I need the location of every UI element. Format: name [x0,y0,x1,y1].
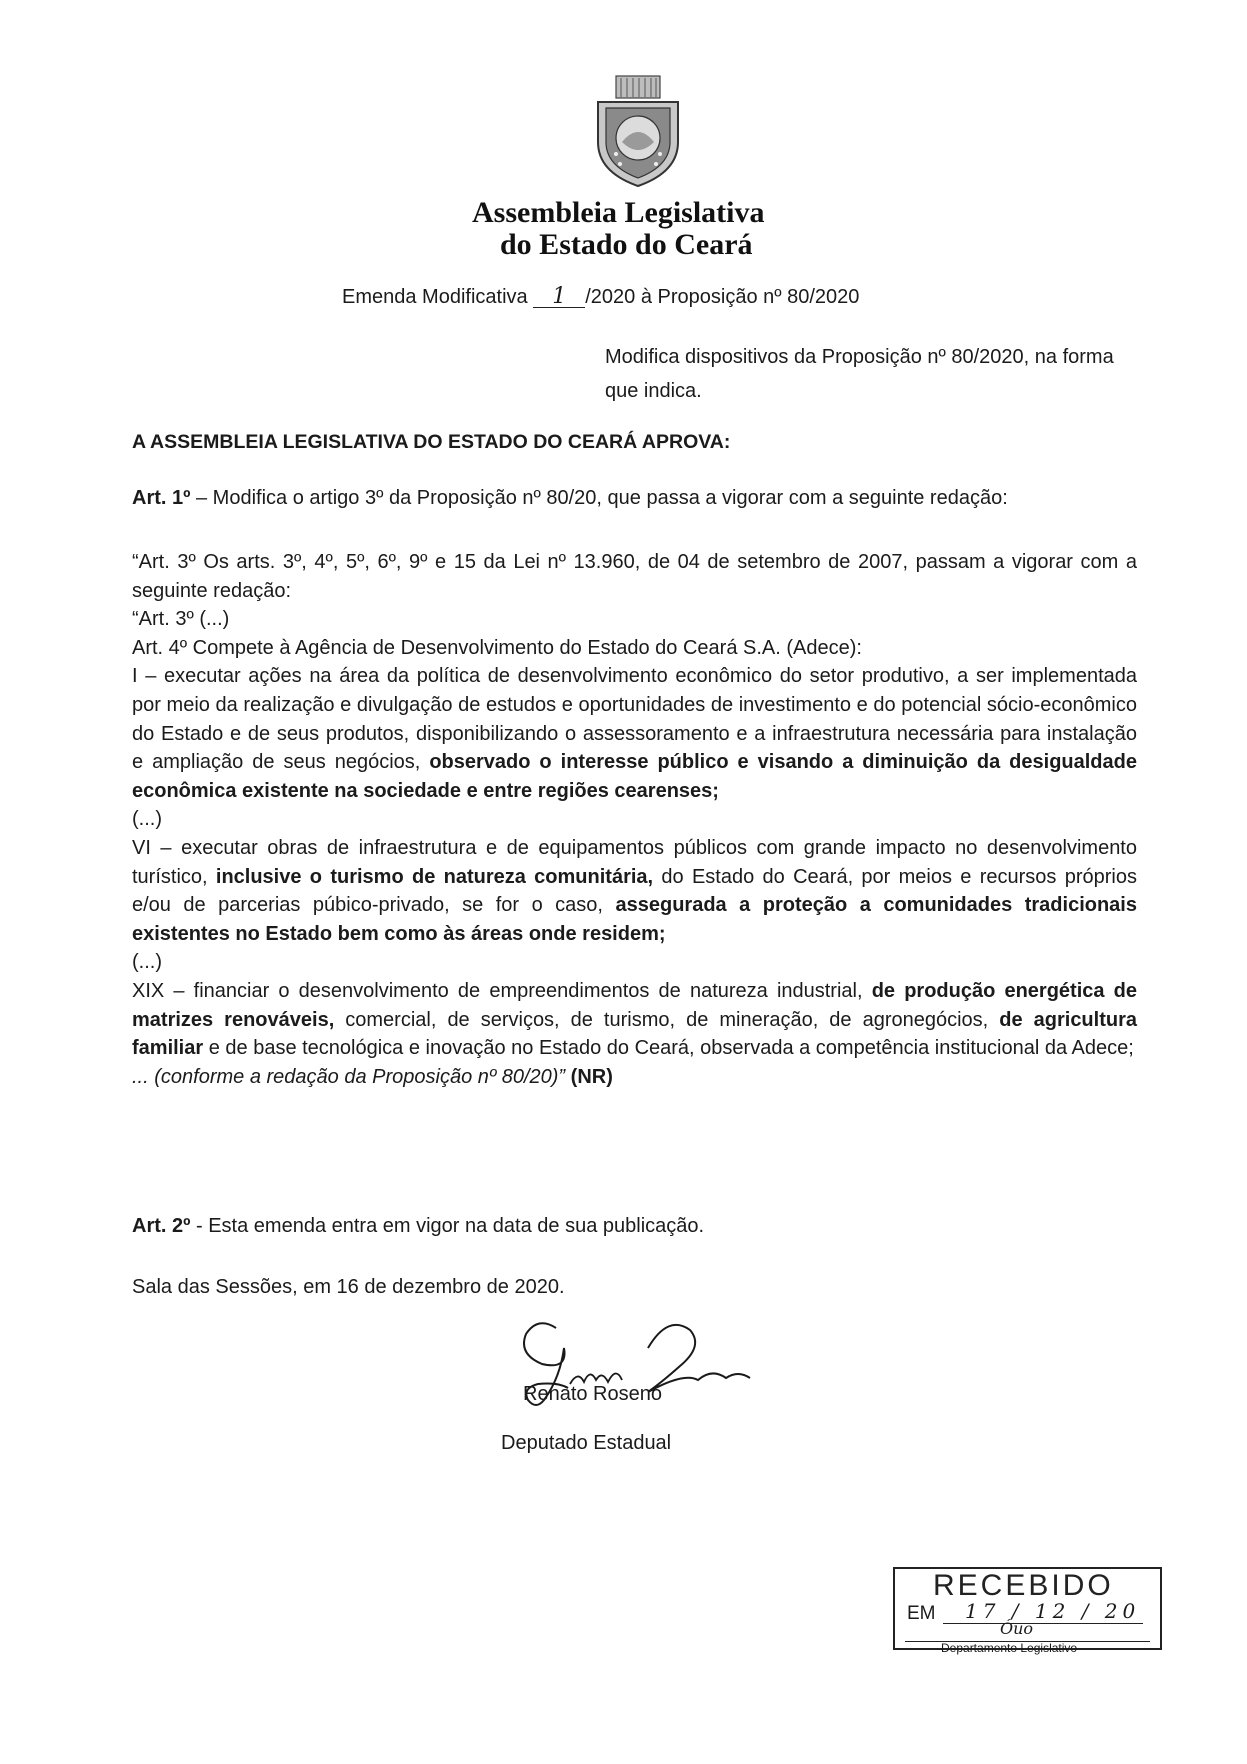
item-xix-text-c: comercial, de serviços, de turismo, de mineração, de agronegócios, [334,1008,1000,1031]
article-2 [132,1215,704,1238]
ementa: Modifica dispositivos da Proposição nº 80/2020, na forma que indica. [605,346,1114,402]
emenda-number: 1 [533,287,585,308]
amended-text [132,548,1137,1091]
session-date: Sala das Sessões, em 16 de dezembro de 2020. [132,1276,565,1298]
emenda-prefix: Emenda Modificativa [342,286,528,308]
amended-article-3-intro: “Art. 3º Os arts. 3º, 4º, 5º, 6º, 9º e 15 da Lei nº 13.960, de 04 de setembro de 2007, passam a vigorar com a seguinte redação: [132,551,1137,602]
stamp-initials: Óuo [1000,1619,1034,1638]
stamp-em-label: EM [907,1603,936,1624]
signer-name: Renato Roseno [523,1383,662,1405]
stamp-department: Departamento Legislativo [941,1641,1078,1655]
item-xix-bold-b: de produção energética de matrizes renováveis, [132,979,1137,1031]
closing-italic: ... (conforme a redação da Proposição nº 80/20)” [132,1065,566,1088]
institution-title-line1: Assembleia Legislativa [472,196,765,229]
closing-nr: (NR) [565,1065,613,1088]
stamp-title: RECEBIDO [933,1569,1114,1602]
enacting-clause: A ASSEMBLEIA LEGISLATIVA DO ESTADO DO CEARÁ APROVA: [132,431,731,453]
signer-role: Deputado Estadual [501,1432,672,1454]
received-stamp [893,1567,1162,1655]
item-xix [132,977,1137,1063]
item-vi-text-c: do Estado do Ceará, por meios e recursos próprios e/ou de parcerias púbico-privado, se for o caso, [132,865,1137,917]
emenda-heading [342,286,859,309]
stamp-date-line [943,1623,1143,1624]
amended-article-3-ref: “Art. 3º (...) [132,608,230,631]
ellipsis-1: (...) [132,808,162,831]
item-xix-text-e: e de base tecnológica e inovação no Estado do Ceará, observada a competência institucional da Adece; [203,1037,1134,1060]
item-xix-bold-d: de agricultura familiar [132,1008,1137,1060]
article-2-text: - Esta emenda entra em vigor na data de sua publicação. [190,1215,705,1237]
article-1 [132,487,1008,510]
item-vi-bold-b: inclusive o turismo de natureza comunitária, [215,865,654,888]
emenda-suffix: /2020 à Proposição nº 80/2020 [585,286,860,308]
article-2-label: Art. 2º [132,1215,191,1237]
item-vi-text-a: VI – executar obras de infraestrutura e de equipamentos públicos com grande impacto no desenvolvimento turístico, [132,836,1137,888]
stamp-date: 17 / 12 / 20 [965,1599,1141,1623]
article-1-label: Art. 1º [132,487,191,509]
item-i-bold: observado o interesse público e visando a diminuição da desigualdade econômica existente na sociedade e entre regiões cearenses; [132,751,1137,802]
item-i-text: I – executar ações na área da política de desenvolvimento econômico do setor produtivo, a ser implementada por meio da realização e divulgação de estudos e oportunidades de investimento e do potencial sócio-econômico do Estado e de seus produtos, disponibilizando o assessoramento e a infraestrutura necessária para instalação e ampliação de seus negócios, [132,665,1137,774]
article-4-caput: Art. 4º Compete à Agência de Desenvolvimento do Estado do Ceará S.A. (Adece): [132,636,862,659]
state-seal-icon [590,72,686,190]
item-vi [132,834,1137,948]
ellipsis-2: (...) [132,951,162,974]
item-xix-text-a: XIX – financiar o desenvolvimento de empreendimentos de natureza industrial, [132,979,872,1002]
institution-title-line2: do Estado do Ceará [500,228,753,261]
item-i [132,662,1137,805]
article-1-text: – Modifica o artigo 3º da Proposição nº 80/20, que passa a vigorar com a seguinte redação: [190,487,1008,509]
item-vi-bold-d: assegurada a proteção a comunidades tradicionais existentes no Estado bem como às áreas onde residem; [132,894,1137,945]
closing-line [132,1063,1137,1092]
